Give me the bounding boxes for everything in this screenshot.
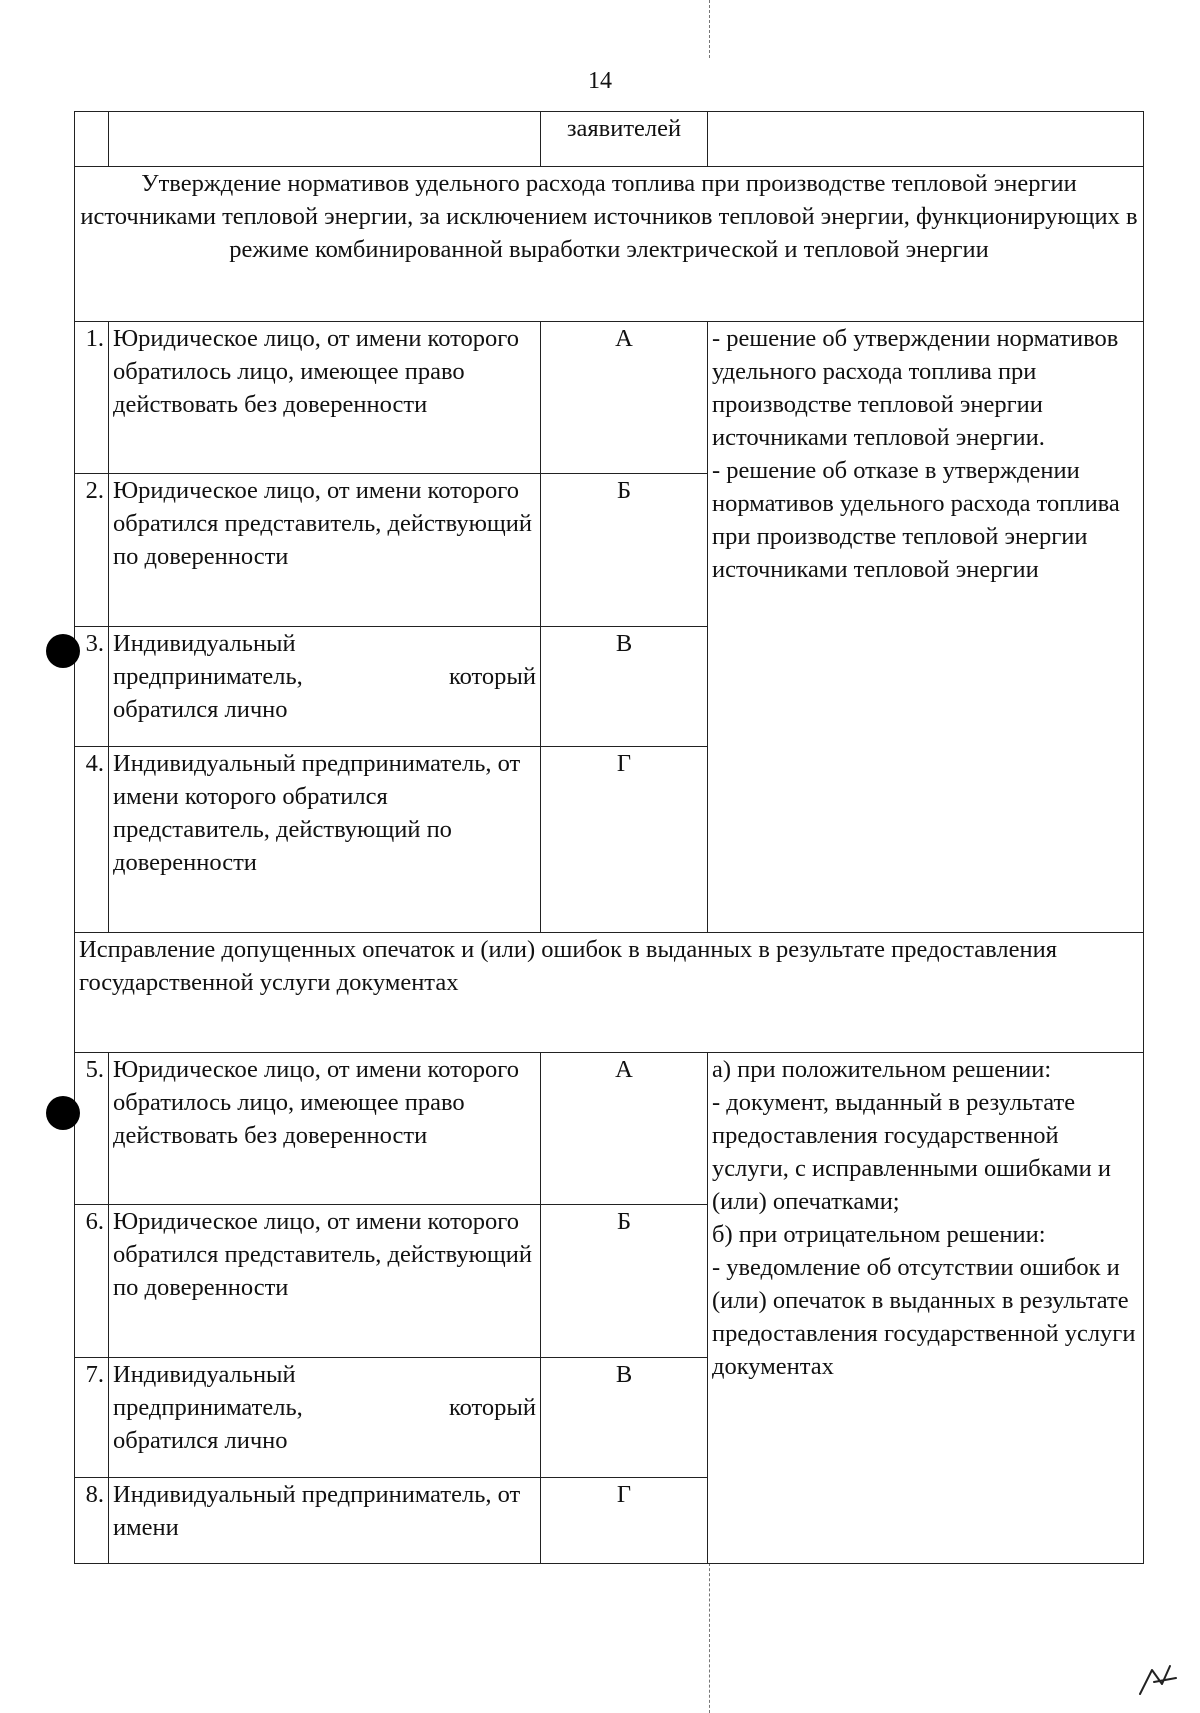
applicant-line: Индивидуальный	[113, 1361, 296, 1388]
section-2-title: Исправление допущенных опечаток и (или) ошибок в выданных в результате предоставления государственной услуги документах	[75, 933, 1144, 1053]
binding-hole-mark	[46, 1096, 80, 1130]
section-title-row	[75, 167, 1144, 322]
applicant-code: В	[541, 1358, 708, 1478]
applicant-line: обратился лично	[113, 696, 288, 723]
applicant-code: А	[541, 1053, 708, 1205]
applicant-word: который	[448, 663, 536, 690]
row-number: 3.	[75, 627, 109, 747]
section-1-result: - решение об утверждении нормативов удельного расхода топлива при производстве тепловой энергии источниками тепловой энергии. - решение об отказе в утверждении нормативов удельного расхода топлива при производстве тепловой энергии источниками тепловой энергии	[708, 322, 1144, 933]
applicant-justified-line	[113, 660, 536, 693]
header-applicant-cell	[109, 112, 541, 167]
applicant-code: Г	[541, 1478, 708, 1564]
applicant-line: Индивидуальный	[113, 630, 296, 657]
scan-fold-line	[709, 0, 710, 58]
row-number: 8.	[75, 1478, 109, 1564]
applicant-type	[109, 1358, 541, 1478]
handwritten-mark	[1136, 1660, 1186, 1700]
table-row	[75, 322, 1144, 474]
row-number: 2.	[75, 474, 109, 627]
page-number: 14	[588, 68, 612, 94]
applicant-word: предприниматель,	[113, 1394, 303, 1421]
section-2-result: а) при положительном решении: - документ, выданный в результате предоставления государственной услуги, с исправленными ошибками и (или) опечатками; б) при отрицательном решении: - уведомление об отсутствии ошибок и (или) опечаток в выданных в результате предоставления государственной услуги документах	[708, 1053, 1144, 1564]
applicant-type: Юридическое лицо, от имени которого обратилось лицо, имеющее право действовать без доверенности	[109, 1053, 541, 1205]
scan-fold-line-bottom	[709, 1563, 710, 1713]
applicant-justified-line	[113, 1391, 536, 1424]
section-title-row	[75, 933, 1144, 1053]
applicant-type: Юридическое лицо, от имени которого обратился представитель, действующий по доверенности	[109, 1205, 541, 1358]
applicant-type	[109, 627, 541, 747]
row-number: 1.	[75, 322, 109, 474]
applicant-code: Б	[541, 1205, 708, 1358]
row-number: 5.	[75, 1053, 109, 1205]
binding-hole-mark	[46, 634, 80, 668]
applicant-type: Индивидуальный предприниматель, от имени которого обратился представитель, действующий по доверенности	[109, 747, 541, 933]
applicant-line: обратился лично	[113, 1427, 288, 1454]
header-result-cell	[708, 112, 1144, 167]
header-num-cell	[75, 112, 109, 167]
applicant-type: Юридическое лицо, от имени которого обратилось лицо, имеющее право действовать без доверенности	[109, 322, 541, 474]
applicant-type: Юридическое лицо, от имени которого обратился представитель, действующий по доверенности	[109, 474, 541, 627]
table-row	[75, 1053, 1144, 1205]
applicant-code: Б	[541, 474, 708, 627]
row-number: 7.	[75, 1358, 109, 1478]
row-number: 4.	[75, 747, 109, 933]
applicant-word: предприниматель,	[113, 663, 303, 690]
table-header-row	[75, 112, 1144, 167]
applicant-code: В	[541, 627, 708, 747]
applicant-code: А	[541, 322, 708, 474]
applicant-code: Г	[541, 747, 708, 933]
row-number: 6.	[75, 1205, 109, 1358]
services-table	[74, 111, 1144, 1564]
applicant-type: Индивидуальный предприниматель, от имени	[109, 1478, 541, 1564]
header-code-cell: заявителей	[541, 112, 708, 167]
section-1-title: Утверждение нормативов удельного расхода топлива при производстве тепловой энергии источниками тепловой энергии, за исключением источников тепловой энергии, функционирующих в режиме комбинированной выработки электрической и тепловой энергии	[75, 167, 1144, 322]
applicant-word: который	[448, 1394, 536, 1421]
